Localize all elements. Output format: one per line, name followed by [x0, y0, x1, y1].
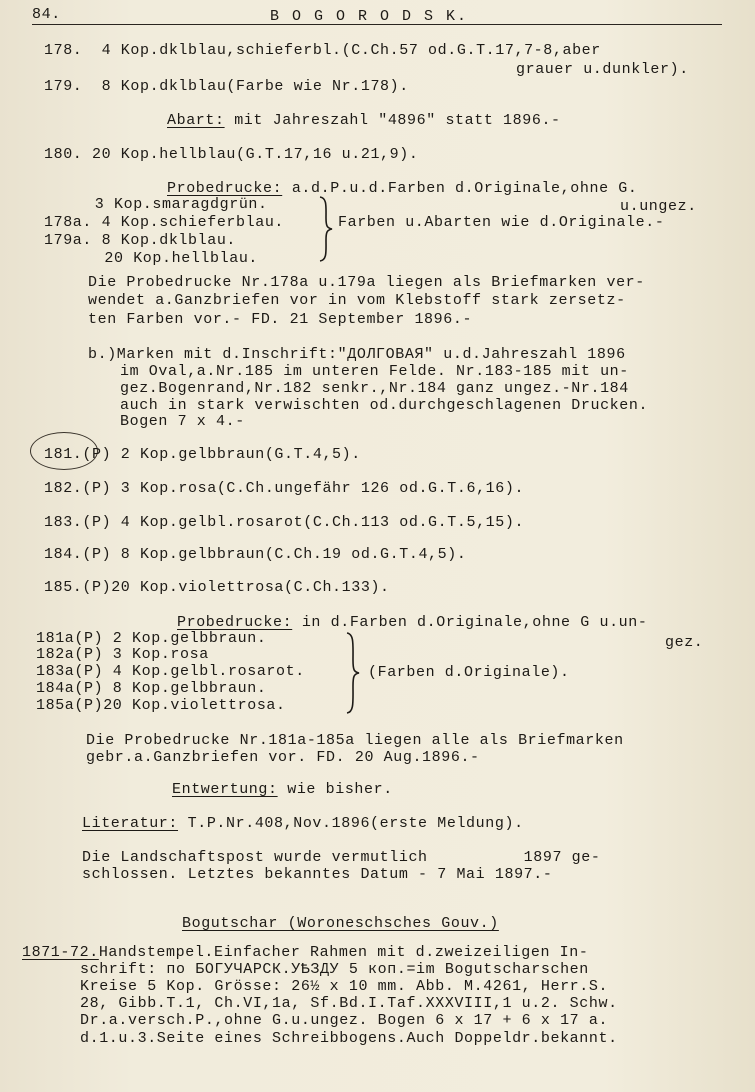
probedrucke-label-2: Probedrucke:: [177, 614, 293, 631]
entry-180: 180. 20 Kop.hellblau(G.T.17,16 u.21,9).: [44, 146, 419, 163]
bogutschar-entry-line: [22, 944, 589, 961]
probedrucke-label-1: Probedrucke:: [167, 180, 283, 197]
entry-185: 185.(P)20 Kop.violettrosa(C.Ch.133).: [44, 579, 390, 596]
paragraph-2-line: Die Probedrucke Nr.181a-185a liegen alle als Briefmarken: [86, 732, 624, 749]
proof-item: 182a(P) 3 Kop.rosa: [36, 646, 209, 663]
section-b-line: Bogen 7 x 4.-: [120, 413, 245, 430]
entry-178-cont: grauer u.dunkler).: [516, 61, 689, 78]
entwertung-label: Entwertung:: [172, 781, 278, 798]
bogutschar-entry-line: 28, Gibb.T.1, Ch.VI,1a, Sf.Bd.I.Taf.XXXVIII,1 u.2. Schw.: [80, 995, 618, 1012]
entwertung-line: [172, 781, 393, 798]
entry-181: 181.(P) 2 Kop.gelbbraun(G.T.4,5).: [44, 446, 361, 463]
proof-item: 3 Kop.smaragdgrün.: [66, 196, 268, 213]
section-title: Bogutschar (Woroneschsches Gouv.): [182, 915, 499, 932]
abart-line: [167, 112, 561, 129]
entry-183: 183.(P) 4 Kop.gelbl.rosarot(C.Ch.113 od.G.T.5,15).: [44, 514, 525, 531]
entry-179: 179. 8 Kop.dklblau(Farbe wie Nr.178).: [44, 78, 409, 95]
paragraph-3-line: Die Landschaftspost wurde vermutlich 1897 ge-: [82, 849, 601, 866]
page-number: 84.: [32, 6, 61, 23]
paragraph-1-line: ten Farben vor.- FD. 21 September 1896.-: [88, 311, 473, 328]
abart-label: Abart:: [167, 112, 225, 129]
bogutschar-entry-line: schrift: по БОГУЧАРСК.УѢЗДУ 5 коп.=im Bogutscharschen: [80, 961, 589, 978]
proof-item: 184a(P) 8 Kop.gelbbraun.: [36, 680, 267, 697]
paragraph-2-line: gebr.a.Ganzbriefen vor. FD. 20 Aug.1896.-: [86, 749, 480, 766]
section-b-line: b.)Marken mit d.Inschrift:"ДОЛГОВАЯ" u.d.Jahreszahl 1896: [88, 346, 626, 363]
section-b-line: gez.Bogenrand,Nr.182 senkr.,Nr.184 ganz ungez.-Nr.184: [120, 380, 629, 397]
abart-text: mit Jahreszahl "4896" statt 1896.-: [224, 112, 561, 129]
section-b-line: auch in stark verwischten od.durchgeschlagenen Drucken.: [120, 397, 649, 414]
bogutschar-entry-line: Kreise 5 Kop. Grösse: 26½ x 10 mm. Abb. M.4261, Herr.S.: [80, 978, 609, 995]
entry-184: 184.(P) 8 Kop.gelbbraun(C.Ch.19 od.G.T.4,5).: [44, 546, 467, 563]
proof-item: 181a(P) 2 Kop.gelbbraun.: [36, 630, 267, 647]
paragraph-1-line: Die Probedrucke Nr.178a u.179a liegen als Briefmarken ver-: [88, 274, 645, 291]
probedrucke-heading-1: [167, 180, 637, 197]
proof-note-2: (Farben d.Originale).: [368, 664, 570, 681]
proof-note-1: Farben u.Abarten wie d.Originale.-: [338, 214, 665, 231]
proof-item: 185a(P)20 Kop.violettrosa.: [36, 697, 286, 714]
running-title: B O G O R O D S K.: [270, 8, 469, 25]
literatur-label: Literatur:: [82, 815, 179, 832]
entry-178: 178. 4 Kop.dklblau,schieferbl.(C.Ch.57 od.G.T.17,7-8,aber: [44, 42, 601, 59]
probedrucke-heading-2: [177, 614, 647, 631]
bogutschar-text: Handstempel.Einfacher Rahmen mit d.zweizeiligen In-: [98, 944, 589, 961]
entwertung-text: wie bisher.: [277, 781, 393, 798]
bogutschar-entry-line: d.1.u.3.Seite eines Schreibbogens.Auch Doppeldr.bekannt.: [80, 1030, 618, 1047]
probedrucke-cont-2: gez.: [665, 634, 704, 651]
proof-item: 183a(P) 4 Kop.gelbl.rosarot.: [36, 663, 305, 680]
right-brace-1: [318, 196, 334, 262]
probedrucke-text-2: in d.Farben d.Originale,ohne G u.un-: [292, 614, 648, 631]
literatur-line: [82, 815, 524, 832]
bogutschar-entry-line: Dr.a.versch.P.,ohne G.u.ungez. Bogen 6 x 17 + 6 x 17 a.: [80, 1012, 609, 1029]
probedrucke-text-1: a.d.P.u.d.Farben d.Originale,ohne G.: [282, 180, 638, 197]
probedrucke-cont-1: u.ungez.: [620, 198, 697, 215]
bogutschar-year: 1871-72.: [22, 944, 99, 961]
proof-item: 178a. 4 Kop.schieferblau.: [44, 214, 285, 231]
paragraph-1-line: wendet a.Ganzbriefen vor in vom Klebstoff stark zersetz-: [88, 292, 626, 309]
proof-item: 179a. 8 Kop.dklblau.: [44, 232, 237, 249]
entry-182: 182.(P) 3 Kop.rosa(C.Ch.ungefähr 126 od.G.T.6,16).: [44, 480, 525, 497]
literatur-text: T.P.Nr.408,Nov.1896(erste Meldung).: [178, 815, 524, 832]
section-b-line: im Oval,a.Nr.185 im unteren Felde. Nr.183-185 mit un-: [120, 363, 629, 380]
proof-item: 20 Kop.hellblau.: [66, 250, 259, 267]
paragraph-3-line: schlossen. Letztes bekanntes Datum - 7 Mai 1897.-: [82, 866, 553, 883]
header-rule: [32, 24, 722, 25]
right-brace-2: [345, 632, 361, 714]
